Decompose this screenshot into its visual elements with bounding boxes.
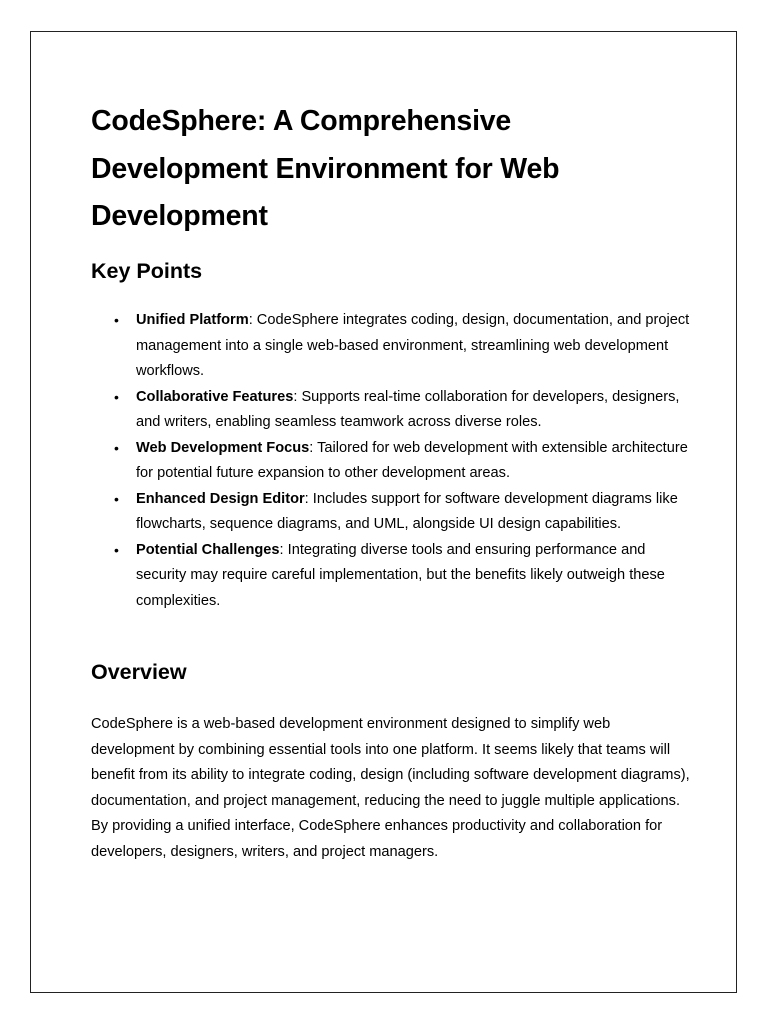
key-point-text: : CodeSphere integrates coding, design, documentation, and project management into a single web-based environment, streamlining web development workflows. [136, 312, 690, 379]
key-point-item [91, 538, 691, 615]
key-point-text: : Tailored for web development with extensible architecture for potential future expansion to other development areas. [136, 439, 688, 481]
key-point-text: : Supports real-time collaboration for developers, designers, and writers, enabling seamless teamwork across diverse roles. [136, 388, 680, 430]
key-point-item [91, 487, 691, 538]
key-point-term: Enhanced Design Editor [136, 490, 305, 507]
key-point-term: Unified Platform [136, 312, 249, 328]
bullet-icon: • [114, 312, 119, 328]
overview-heading: Overview [91, 660, 187, 684]
key-point-term: Collaborative Features [136, 388, 294, 405]
key-point-item [91, 385, 691, 436]
bullet-icon: • [114, 439, 119, 456]
key-point-item [91, 308, 691, 385]
bullet-icon: • [114, 388, 119, 405]
document-title: CodeSphere: A Comprehensive Development Environment for Web Development [91, 105, 560, 232]
bullet-icon: • [114, 541, 119, 558]
key-point-item [91, 436, 691, 487]
key-point-text: : Integrating diverse tools and ensuring performance and security may require careful implementation, but the benefits likely outweigh these complexities. [136, 541, 665, 609]
overview-paragraph: CodeSphere is a web-based development environment designed to simplify web development by combining essential tools into one platform. It seems likely that teams will benefit from its ability to integrate coding, design (including software development diagrams), documentation, and project management, reducing the need to juggle multiple applications. By providing a unified interface, CodeSphere enhances productivity and collaboration for developers, designers, writers, and project managers. [91, 716, 690, 860]
key-points-heading: Key Points [91, 259, 203, 283]
bullet-icon: • [114, 490, 119, 507]
key-point-term: Potential Challenges [136, 541, 280, 558]
key-point-text: : Includes support for software development diagrams like flowcharts, sequence diagrams, and UML, alongside UI design capabilities. [136, 490, 678, 532]
key-point-term: Web Development Focus [136, 439, 310, 456]
document-page [30, 31, 737, 993]
key-points-list [91, 308, 691, 614]
